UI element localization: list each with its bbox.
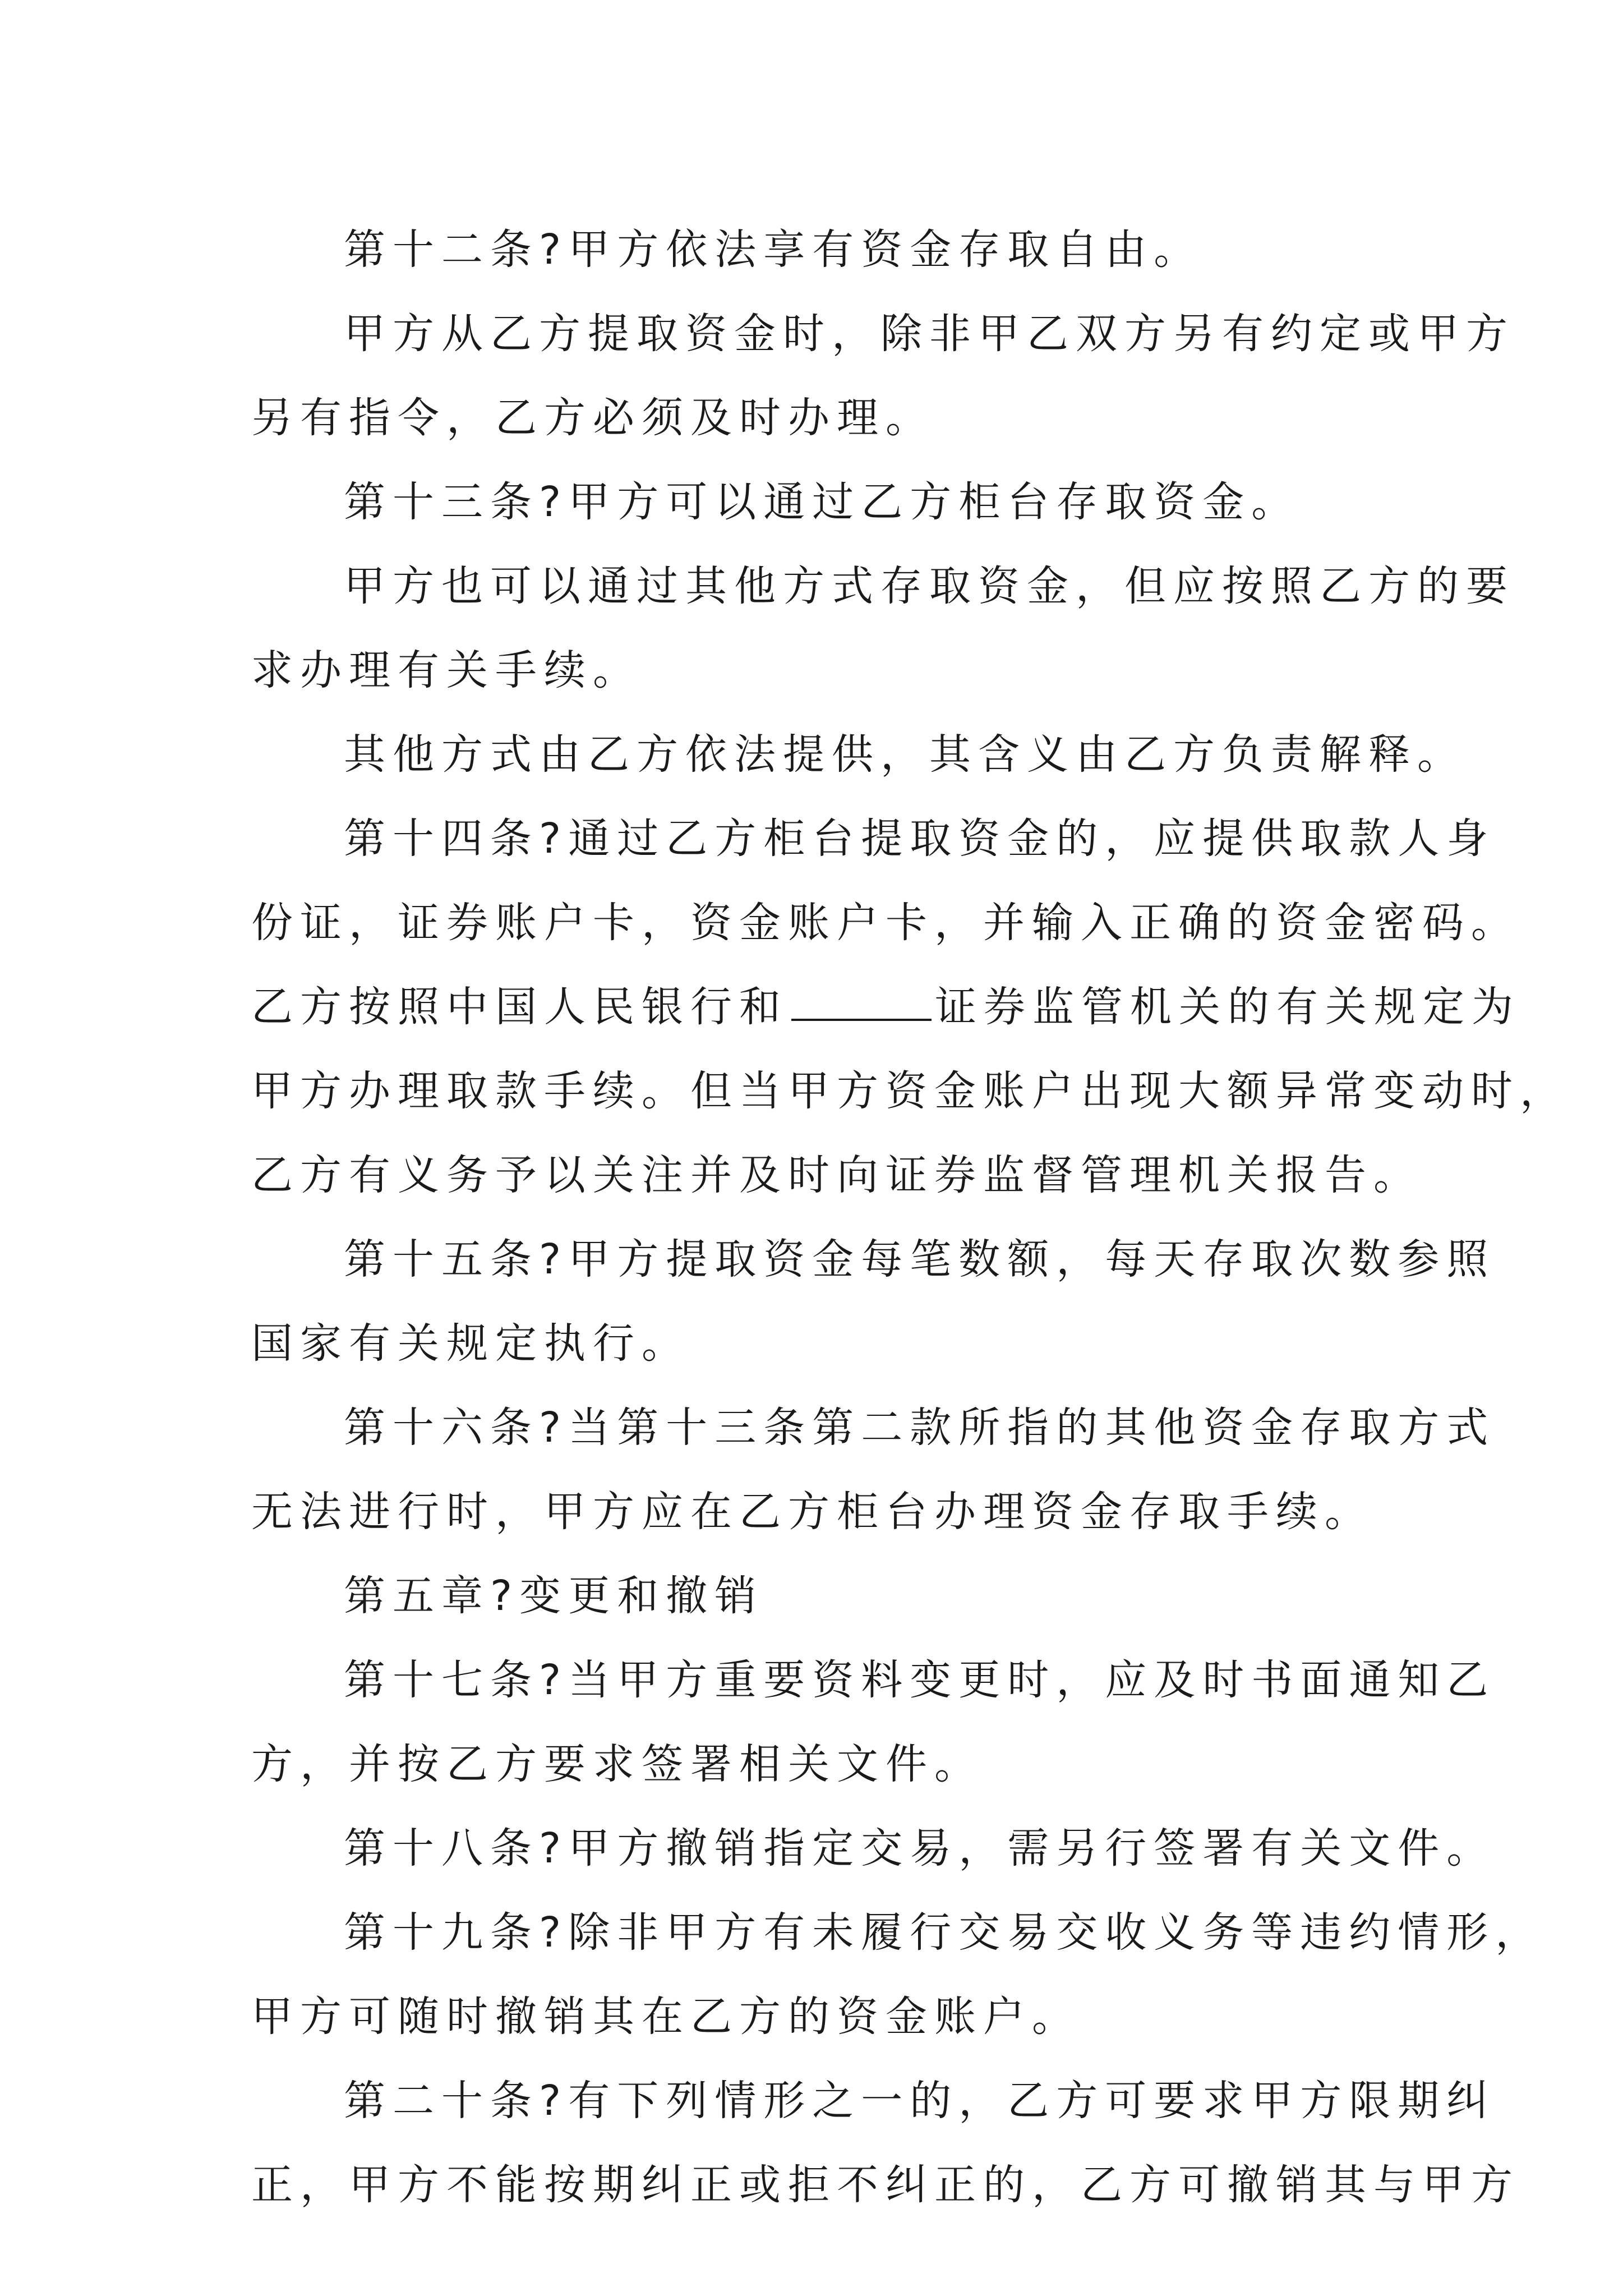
article-20-line-2: 正，甲方不能按期纠正或拒不纠正的，乙方可撤销其与甲方 <box>251 2161 1520 2209</box>
article-13-line-3: 求办理有关手续。 <box>251 646 642 694</box>
article-19-line-2: 甲方可随时撤销其在乙方的资金账户。 <box>251 1993 1081 2041</box>
article-12-line-2: 甲方从乙方提取资金时，除非甲乙双方另有约定或甲方 <box>344 310 1515 358</box>
article-14-line-4: 甲方办理取款手续。但当甲方资金账户出现大额异常变动时， <box>251 1067 1569 1115</box>
article-17-line-1: 第十七条?当甲方重要资料变更时，应及时书面通知乙 <box>344 1656 1496 1704</box>
article-17-line-2: 方，并按乙方要求签署相关文件。 <box>251 1740 983 1788</box>
article-14-line-3-start: 乙方按照中国人民银行和 <box>251 983 788 1031</box>
article-20-line-1: 第二十条?有下列情形之一的，乙方可要求甲方限期纠 <box>344 2077 1496 2125</box>
article-14-line-1: 第十四条?通过乙方柜台提取资金的，应提供取款人身 <box>344 815 1496 863</box>
article-12-line-1: 第十二条?甲方依法享有资金存取自由。 <box>344 226 1203 274</box>
article-14-line-2: 份证，证券账户卡，资金账户卡，并输入正确的资金密码。 <box>251 899 1520 947</box>
document-body <box>251 208 1569 2227</box>
article-15-line-2: 国家有关规定执行。 <box>251 1319 690 1368</box>
article-12-line-3: 另有指令，乙方必须及时办理。 <box>251 394 934 442</box>
article-13-line-2: 甲方也可以通过其他方式存取资金，但应按照乙方的要 <box>344 562 1515 610</box>
article-18-line-1: 第十八条?甲方撤销指定交易，需另行签署有关文件。 <box>344 1824 1496 1872</box>
article-15-line-1: 第十五条?甲方提取资金每笔数额，每天存取次数参照 <box>344 1235 1496 1283</box>
article-14-line-5: 乙方有义务予以关注并及时向证券监督管理机关报告。 <box>251 1151 1422 1199</box>
article-16-line-2: 无法进行时，甲方应在乙方柜台办理资金存取手续。 <box>251 1488 1373 1536</box>
article-19-line-1: 第十九条?除非甲方有未履行交易交收义务等违约情形， <box>344 1908 1544 1957</box>
article-14-line-3 <box>251 965 1520 1049</box>
fill-in-blank <box>791 985 932 1021</box>
article-13-line-4: 其他方式由乙方依法提供，其含义由乙方负责解释。 <box>344 730 1466 779</box>
chapter-5-heading: 第五章?变更和撤销 <box>344 1572 764 1620</box>
article-14-line-3-end: 证券监管机关的有关规定为 <box>935 983 1520 1031</box>
article-13-line-1: 第十三条?甲方可以通过乙方柜台存取资金。 <box>344 478 1301 526</box>
article-16-line-1: 第十六条?当第十三条第二款所指的其他资金存取方式 <box>344 1404 1496 1452</box>
